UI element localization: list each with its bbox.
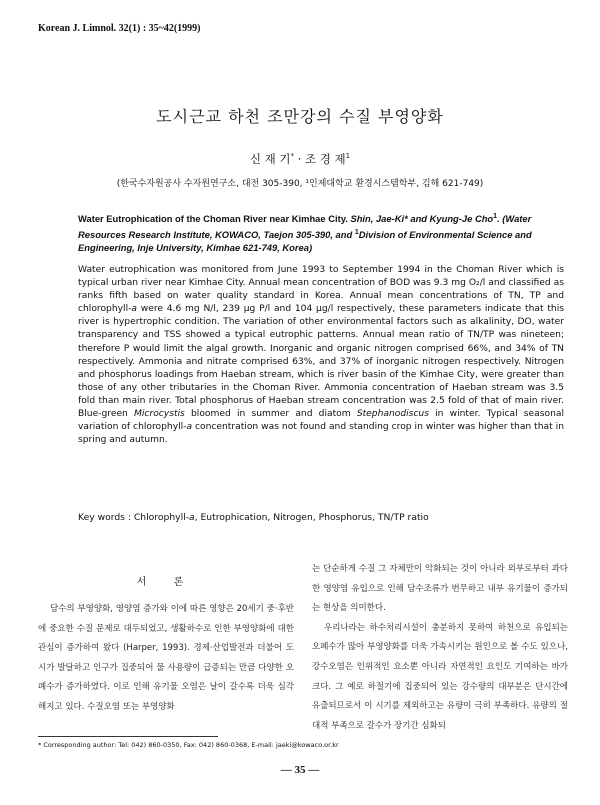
keywords-text-1: Chlorophyll- <box>133 512 190 523</box>
affiliation-mark: 1 <box>345 152 351 161</box>
english-citation <box>78 210 560 255</box>
keywords <box>78 512 564 523</box>
footnote: * Corresponding author: Tel: 042) 860-0350, Fax: 042) 860-0368, E-mail: jaeki@kowaco.or.kr <box>38 741 339 749</box>
abstract-italic-1: a <box>131 304 137 315</box>
page-number: — 35 — <box>280 764 320 776</box>
author-name-1: 신 재 기 <box>249 152 291 166</box>
body-paragraph: 우리나라는 하수처리시설이 충분하지 못하여 하천으로 유입되는 오폐수가 많아 부영양화를 더욱 가속시키는 원인으로 볼 수도 있으나, 강수오염은 인위적인 요소뿐 아니라 자연적인 요인도 기여하는 바가 크다. 그 예로 하절기에 집중되어 있는 강수량의 대부분은 단시간에 유출되므로서 이 시기를 제외하고는 유량이 극히 부족하다. 유량의 절대적 부족으로 갈수가 장기간 심화되 <box>312 622 568 731</box>
title-korean: 도시근교 하천 조만강의 수질 부영양화 <box>156 107 444 126</box>
english-title: Water Eutrophication of the Choman River near Kimhae City. <box>78 213 348 225</box>
abstract-text-5: concentration was not found and standing crop in winter was higher than that in spring and autumn. <box>78 422 564 446</box>
keywords-text-2: , Eutrophication, Nitrogen, Phosphorus, TN/TP ratio <box>194 512 429 523</box>
authors-korean <box>0 151 600 167</box>
abstract-italic-2: Microcystis <box>134 409 185 420</box>
running-head: Korean J. Limnol. 32(1) : 35~42(1999) <box>38 23 201 34</box>
abstract-italic-4: a <box>186 422 193 433</box>
abstract-text-2: were 4.6 mg N/l, 239 μg P/l and 104 μg/l respectively, these parameters indicate that this river is hypertrophic condition. The variation of other environmental factors such as alkalinity, DO, water transparency and TSS showed a typical eutrophic patterns. Annual mean ratio of TN/TP was nineteen; therefore P would limit the algal growth. Inorganic and organic nitrogen comprised 66%, and 34% of TN respectively. Ammonia and nitrate comprised 63%, and 37% of inorganic nitrogen respectively. Nitrogen and phosphorus loadings from Haeban stream, which is river basin of the Kimhae City, were greater than those of any other tributaries in the Choman River. Ammonia concentration of Haeban stream was 3.5 fold than main river. Total phosphorus of Haeban stream concentration was 2.5 fold of that of main river. Blue-green <box>78 304 564 420</box>
abstract <box>78 264 564 447</box>
body-paragraph: 는 단순하게 수질 그 자체만이 악화되는 것이 아니라 외부로부터 과다한 영양염 유입으로 인해 담수조류가 번무하고 내부 유기물이 증가되는 현상을 의미한다. <box>312 564 568 614</box>
corresponding-mark: * <box>290 152 295 161</box>
keywords-label: Key words : <box>78 512 134 523</box>
abstract-text-4: in winter. Typical seasonal variation of chlorophyll- <box>78 409 565 433</box>
english-affiliation-mark: 1 <box>354 228 359 236</box>
footnote-divider <box>38 736 218 737</box>
english-affiliation-1: . (Water Resources Research Institute, KOWACO, Taejon 305-390, and <box>78 213 532 240</box>
abstract-text-1: Water eutrophication was monitored from June 1993 to September 1994 in the Choman River which is typical urban river near Kimhae City. Annual mean concentration of BOD was 9.3 mg O₂/l and classified as ranks fifth based on water quality standard in Korea. Annual mean concentrations of TN, TP and chlorophyll- <box>78 265 564 315</box>
english-authors: Shin, Jae-Ki* and Kyung-Je Cho <box>350 213 494 225</box>
author-name-2: · 조 경 제 <box>294 152 346 166</box>
abstract-italic-3: Stephanodiscus <box>356 409 429 420</box>
abstract-text-3: bloomed in summer and diatom <box>184 409 357 420</box>
body-column-right <box>312 560 568 736</box>
body-column-left: 담수의 부영양화, 영양염 증가와 이에 따른 영향은 20세기 중·후반에 중요한 수질 문제로 대두되었고, 생활하수로 인한 부영양화에 대한 관심이 증가하여 왔다 (Harper, 1993). 경제·산업발전과 더불어 도시가 발달하고 인구가 집중되어 물 사용량이 급증되는 만큼 다양한 오폐수가 증가하였다. 이로 인해 유기물 오염은 날이 갈수록 더욱 심각해지고 있다. 수질오염 또는 부영양화 <box>38 604 294 712</box>
affiliation-korean: (한국수자원공사 수자원연구소, 대전 305-390, ¹인제대학교 환경시스템학부, 김해 621-749) <box>116 179 484 189</box>
english-affiliation-2: Division of Environmental Science and Engineering, Inje University, Kimhae 621-749, Korea) <box>78 228 532 254</box>
section-heading-introduction: 서 론 <box>136 577 196 588</box>
keywords-italic: a <box>189 512 195 523</box>
english-authors-mark: 1 <box>493 213 498 220</box>
